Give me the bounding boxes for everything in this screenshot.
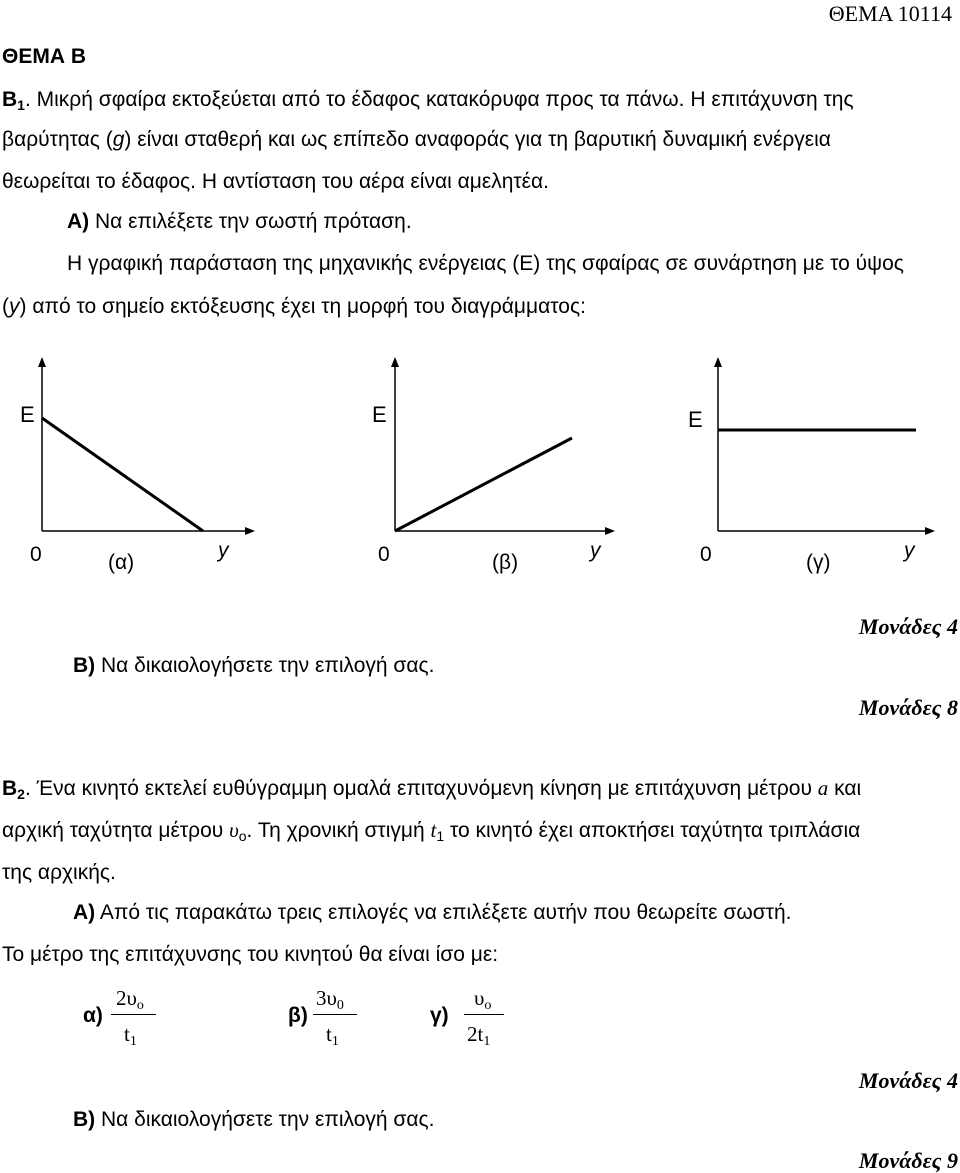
option-b-label: β) (288, 1004, 308, 1027)
b2-label: $B_2$ (2, 777, 25, 802)
b1-line-2: βαρύτητας (g) είναι σταθερή και ως επίπεδο αναφοράς για τη βαρυτική δυναμική ενέργεια (2, 128, 831, 151)
graph-c-x-label: y (904, 539, 915, 562)
b1-question-1: Η γραφική παράσταση της μηχανικής ενέργειας (Ε) της σφαίρας σε συνάρτηση με το ύψος (67, 252, 904, 275)
option-b-numerator: $3\upsilon_0$ (316, 986, 344, 1013)
b2-monades-a: Μονάδες 4 (858, 1068, 958, 1093)
b1-label: $B_1$ (2, 88, 25, 113)
b1-monades-b: Μονάδες 8 (858, 695, 958, 720)
option-c-label: γ) (430, 1004, 449, 1027)
b2-line-3: της αρχικής. (2, 861, 116, 884)
exam-code: ΘΕΜΑ 10114 (828, 1, 952, 26)
graph-c-origin: 0 (700, 543, 712, 566)
b2-part-b-label: Β) (73, 1108, 96, 1131)
graph-a-e-label: E (20, 402, 35, 427)
b1-monades-a: Μονάδες 4 (858, 614, 958, 639)
graph-c-caption: (γ) (806, 551, 831, 574)
b1-question-2: (y) από το σημείο εκτόξευσης έχει τη μορφή του διαγράμματος: (2, 295, 586, 318)
graph-b-x-label: y (590, 539, 601, 562)
b2-part-b: Β) Να δικαιολογήσετε την επιλογή σας. (73, 1108, 435, 1131)
option-c-fraction-bar (464, 1014, 504, 1015)
graph-a (42, 362, 250, 531)
graph-c (718, 362, 930, 531)
part-b-label: Β) (73, 654, 96, 677)
option-c-denominator: $2t_1$ (467, 1022, 491, 1049)
option-b-denominator: $t_1$ (326, 1022, 339, 1049)
graph-a-origin: 0 (30, 543, 42, 566)
graph-a-x-label: y (218, 539, 229, 562)
graph-a-line (42, 418, 203, 531)
option-b-fraction-bar (313, 1014, 357, 1015)
graph-c-e-label: E (688, 407, 703, 432)
b2-line-2: αρχική ταχύτητα μέτρου $\upsilon_o$. Τη χρονική στιγμή $t_1$ το κινητό έχει αποκτήσει ταχύτητα τριπλάσια (2, 818, 861, 844)
b1-line-1 (2, 89, 854, 112)
b2-question: Το μέτρο της επιτάχυνσης του κινητού θα είναι ίσο με: (2, 943, 499, 966)
b2-part-a-label: Α) (73, 901, 96, 924)
option-a-numerator: $2\upsilon_o$ (116, 986, 144, 1013)
graph-b-line (395, 438, 572, 531)
b1-line-3: θεωρείται το έδαφος. Η αντίσταση του αέρα είναι αμελητέα. (2, 170, 550, 193)
option-c-numerator: $\upsilon_o$ (474, 986, 492, 1013)
graph-b-e-label: E (372, 402, 387, 427)
graph-b-caption: (β) (492, 551, 519, 574)
graph-a-caption: (α) (108, 551, 135, 574)
b2-line-1: $B_2$. Ένα κινητό εκτελεί ευθύγραμμη ομαλά επιταχυνόμενη κίνηση με επιτάχυνση μέτρου a και (2, 776, 862, 802)
b1-part-b: Β) Να δικαιολογήσετε την επιλογή σας. (73, 654, 435, 677)
b2-part-a: Α) Από τις παρακάτω τρεις επιλογές να επιλέξετε αυτήν που θεωρείτε σωστή. (73, 901, 792, 924)
graph-b-origin: 0 (378, 543, 390, 566)
option-a-label: α) (83, 1004, 103, 1027)
section-title: ΘΕΜΑ Β (2, 45, 86, 68)
b2-monades-b: Μονάδες 9 (858, 1148, 958, 1173)
part-a-label: Α) (67, 210, 90, 233)
option-a-fraction-bar (111, 1014, 156, 1015)
b1-part-a: Α) Να επιλέξετε την σωστή πρόταση. (67, 210, 412, 233)
option-a-denominator: $t_1$ (124, 1022, 137, 1049)
b1-text-1: . Μικρή σφαίρα εκτοξεύεται από το έδαφος κατακόρυφα προς τα πάνω. Η επιτάχυνση της (24, 88, 854, 111)
graph-b (395, 362, 610, 531)
